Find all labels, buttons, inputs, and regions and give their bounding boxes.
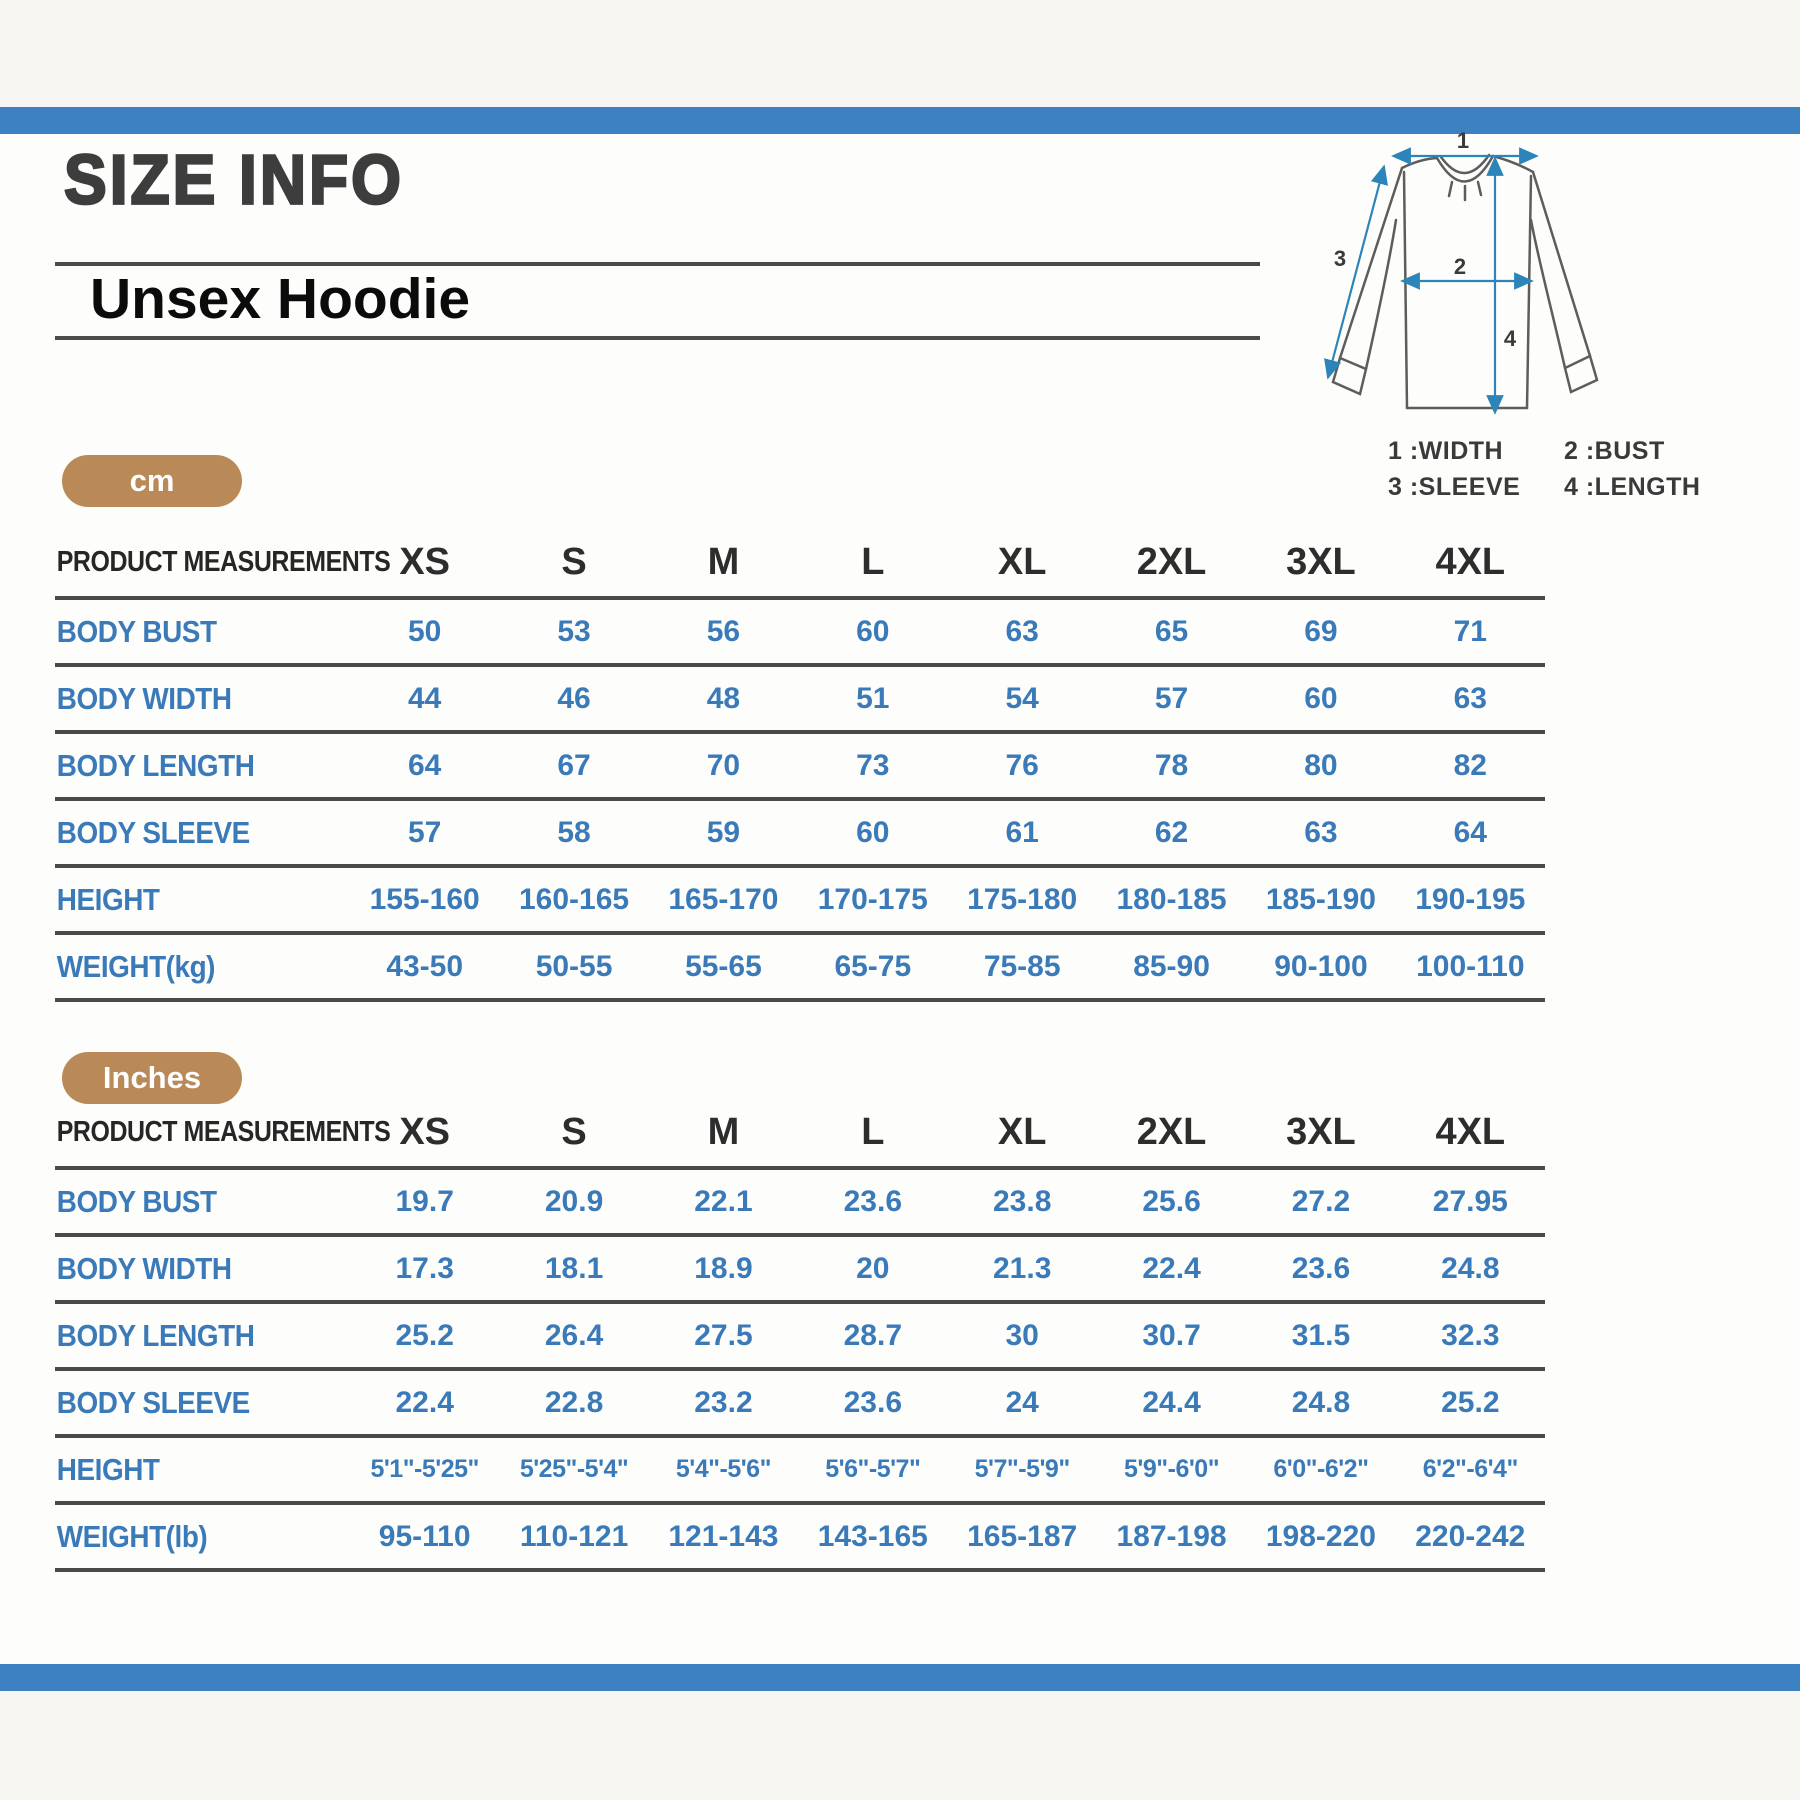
legend-item-sleeve: 3 :SLEEVE [1388,473,1521,501]
diagram-marker-length: 4 [1503,326,1517,351]
measurement-value: 25.2 [395,1318,454,1352]
measurement-value: 75-85 [983,949,1061,983]
measurement-value: 48 [706,681,741,715]
measurement-value: 65-75 [834,949,912,983]
size-column-header: 2XL [1136,1110,1207,1153]
measurement-value: 61 [1005,815,1039,849]
size-column-header: XL [997,540,1047,583]
size-column-header: XS [399,1110,451,1153]
measurement-value: 23.6 [843,1184,902,1218]
measurement-value: 71 [1453,614,1487,648]
measurement-value: 51 [856,681,890,715]
diagram-legend [1388,437,1700,502]
measurement-value: 80 [1304,748,1338,782]
measurement-value: 65 [1154,614,1189,648]
measurement-value: 18.1 [544,1251,604,1285]
measurement-value: 64 [408,748,442,782]
row-label: BODY SLEEVE [56,1384,250,1420]
row-label: BODY WIDTH [56,680,232,716]
measurement-value: 22.1 [694,1184,753,1218]
table-row [55,667,1545,734]
table-row [55,1371,1545,1438]
page-title: SIZE INFO [64,141,404,219]
measurement-value: 6'2"-6'4" [1422,1455,1518,1483]
measurement-value: 26.4 [544,1318,604,1352]
measurement-value: 6'0"-6'2" [1273,1455,1369,1483]
measurement-value: 67 [557,748,591,782]
measurement-value: 59 [706,815,741,849]
measurement-value: 54 [1005,681,1039,715]
row-label: BODY BUST [56,1183,217,1219]
measurement-value: 44 [408,681,442,715]
size-column-header: S [561,1110,587,1153]
size-column-header: L [861,540,885,583]
measurement-value: 143-165 [817,1519,928,1553]
size-column-header: XS [399,540,451,583]
measurement-value: 187-198 [1116,1519,1227,1553]
measurement-value: 90-100 [1274,949,1368,983]
size-column-header: L [861,1110,885,1153]
measurement-value: 25.6 [1142,1184,1201,1218]
unit-badge-cm: cm [62,455,242,507]
measurement-value: 57 [1154,681,1189,715]
row-label: BODY LENGTH [56,747,255,783]
size-column-header: 2XL [1136,540,1207,583]
measurement-value: 5'6"-5'7" [825,1455,921,1483]
measurement-value: 25.2 [1441,1385,1500,1419]
measurements-column-header: PRODUCT MEASUREMENTS [56,1115,391,1148]
row-label: WEIGHT(lb) [56,1518,208,1554]
measurement-value: 24.8 [1291,1385,1351,1419]
size-column-header: XL [997,1110,1047,1153]
measurement-value: 30.7 [1142,1318,1201,1352]
measurement-value: 60 [856,614,890,648]
measurement-value: 5'7"-5'9" [974,1455,1070,1483]
measurement-value: 78 [1154,748,1189,782]
measurement-value: 70 [706,748,741,782]
measurement-value: 62 [1154,815,1189,849]
measurement-value: 110-121 [519,1519,629,1553]
size-column-header: 3XL [1286,1110,1356,1153]
measurement-value: 28.7 [843,1318,902,1352]
row-label: BODY BUST [56,613,217,649]
measurement-value: 32.3 [1441,1318,1500,1352]
bottom-accent-bar [0,1664,1800,1691]
measurement-value: 58 [557,815,591,849]
measurement-value: 198-220 [1265,1519,1376,1553]
row-label: WEIGHT(kg) [56,948,216,984]
measurement-value: 76 [1005,748,1039,782]
measurement-value: 27.2 [1291,1184,1351,1218]
measurement-value: 5'1"-5'25" [370,1455,479,1483]
measurement-value: 23.2 [694,1385,753,1419]
measurement-value: 22.4 [395,1385,454,1419]
measurement-value: 50-55 [535,949,613,983]
table-header-row [55,1098,1545,1170]
unit-badge-inches: Inches [62,1052,242,1104]
measurement-value: 190-195 [1415,882,1526,916]
measurement-value: 60 [1304,681,1338,715]
measurement-value: 63 [1005,614,1039,648]
measurement-value: 27.5 [694,1318,753,1352]
measurement-value: 46 [557,681,591,715]
diagram-marker-width: 1 [1456,128,1470,153]
measurement-value: 19.7 [395,1184,454,1218]
measurement-value: 31.5 [1291,1318,1351,1352]
table-row [55,801,1545,868]
row-label: BODY LENGTH [56,1317,255,1353]
measurement-value: 185-190 [1265,882,1376,916]
measurement-value: 63 [1453,681,1487,715]
measurement-value: 95-110 [378,1519,471,1553]
legend-item-bust: 2 :BUST [1564,437,1665,465]
size-column-header: M [707,1110,740,1153]
table-row [55,868,1545,935]
row-label: HEIGHT [56,881,160,917]
measurement-value: 23.8 [992,1184,1052,1218]
measurement-value: 50 [408,614,442,648]
measurement-value: 165-170 [668,882,779,916]
measurement-value: 18.9 [694,1251,753,1285]
measurement-value: 160-165 [519,882,630,916]
size-column-header: 4XL [1435,1110,1506,1153]
hoodie-measurement-diagram [1280,126,1620,436]
size-column-header: 4XL [1435,540,1506,583]
measurement-value: 73 [856,748,890,782]
measurement-value: 56 [706,614,741,648]
measurement-value: 60 [856,815,890,849]
size-table-inches [55,1098,1545,1572]
measurement-value: 64 [1453,815,1487,849]
diagram-marker-sleeve: 3 [1333,246,1347,271]
legend-item-length: 4 :LENGTH [1564,473,1701,501]
measurement-value: 5'9"-6'0" [1124,1455,1220,1483]
measurement-value: 22.8 [544,1385,604,1419]
measurement-value: 17.3 [395,1251,454,1285]
table-row [55,1170,1545,1237]
measurement-value: 170-175 [817,882,928,916]
measurement-value: 24.4 [1142,1385,1201,1419]
table-header-row [55,528,1545,600]
measurement-value: 23.6 [843,1385,902,1419]
measurement-value: 24 [1005,1385,1039,1419]
measurement-value: 27.95 [1432,1184,1508,1218]
measurement-value: 5'25"-5'4" [519,1455,629,1483]
measurement-value: 53 [557,614,591,648]
table-row [55,600,1545,667]
size-column-header: M [707,540,740,583]
measurement-value: 30 [1005,1318,1039,1352]
measurement-value: 82 [1453,748,1487,782]
measurement-value: 23.6 [1291,1251,1351,1285]
measurement-value: 63 [1304,815,1338,849]
measurement-value: 20.9 [544,1184,604,1218]
table-row [55,1237,1545,1304]
diagram-marker-bust: 2 [1453,254,1467,279]
measurements-column-header: PRODUCT MEASUREMENTS [56,545,391,578]
size-table-cm [55,528,1545,1002]
measurement-value: 121-143 [668,1519,779,1553]
measurement-value: 55-65 [685,949,762,983]
measurement-value: 5'4"-5'6" [675,1455,771,1483]
table-row [55,1505,1545,1572]
product-name: Unsex Hoodie [90,267,471,331]
table-row [55,935,1545,1002]
row-label: BODY SLEEVE [56,814,250,850]
measurement-value: 175-180 [967,882,1078,916]
measurement-value: 155-160 [369,882,480,916]
measurement-value: 220-242 [1415,1519,1526,1553]
measurement-value: 165-187 [967,1519,1078,1553]
row-label: HEIGHT [56,1451,160,1487]
legend-item-width: 1 :WIDTH [1388,437,1504,465]
measurement-value: 57 [408,815,442,849]
subtitle-divider-line [55,336,1260,340]
measurement-value: 180-185 [1116,882,1227,916]
measurement-value: 69 [1304,614,1338,648]
measurement-value: 85-90 [1133,949,1210,983]
row-label: BODY WIDTH [56,1250,232,1286]
measurement-value: 22.4 [1142,1251,1201,1285]
table-row [55,1438,1545,1505]
size-column-header: S [561,540,587,583]
measurement-value: 20 [856,1251,890,1285]
size-column-header: 3XL [1286,540,1356,583]
measurement-value: 21.3 [992,1251,1052,1285]
measurement-value: 100-110 [1416,949,1525,983]
table-row [55,1304,1545,1371]
measurement-value: 24.8 [1441,1251,1500,1285]
measurement-value: 43-50 [386,949,464,983]
table-row [55,734,1545,801]
